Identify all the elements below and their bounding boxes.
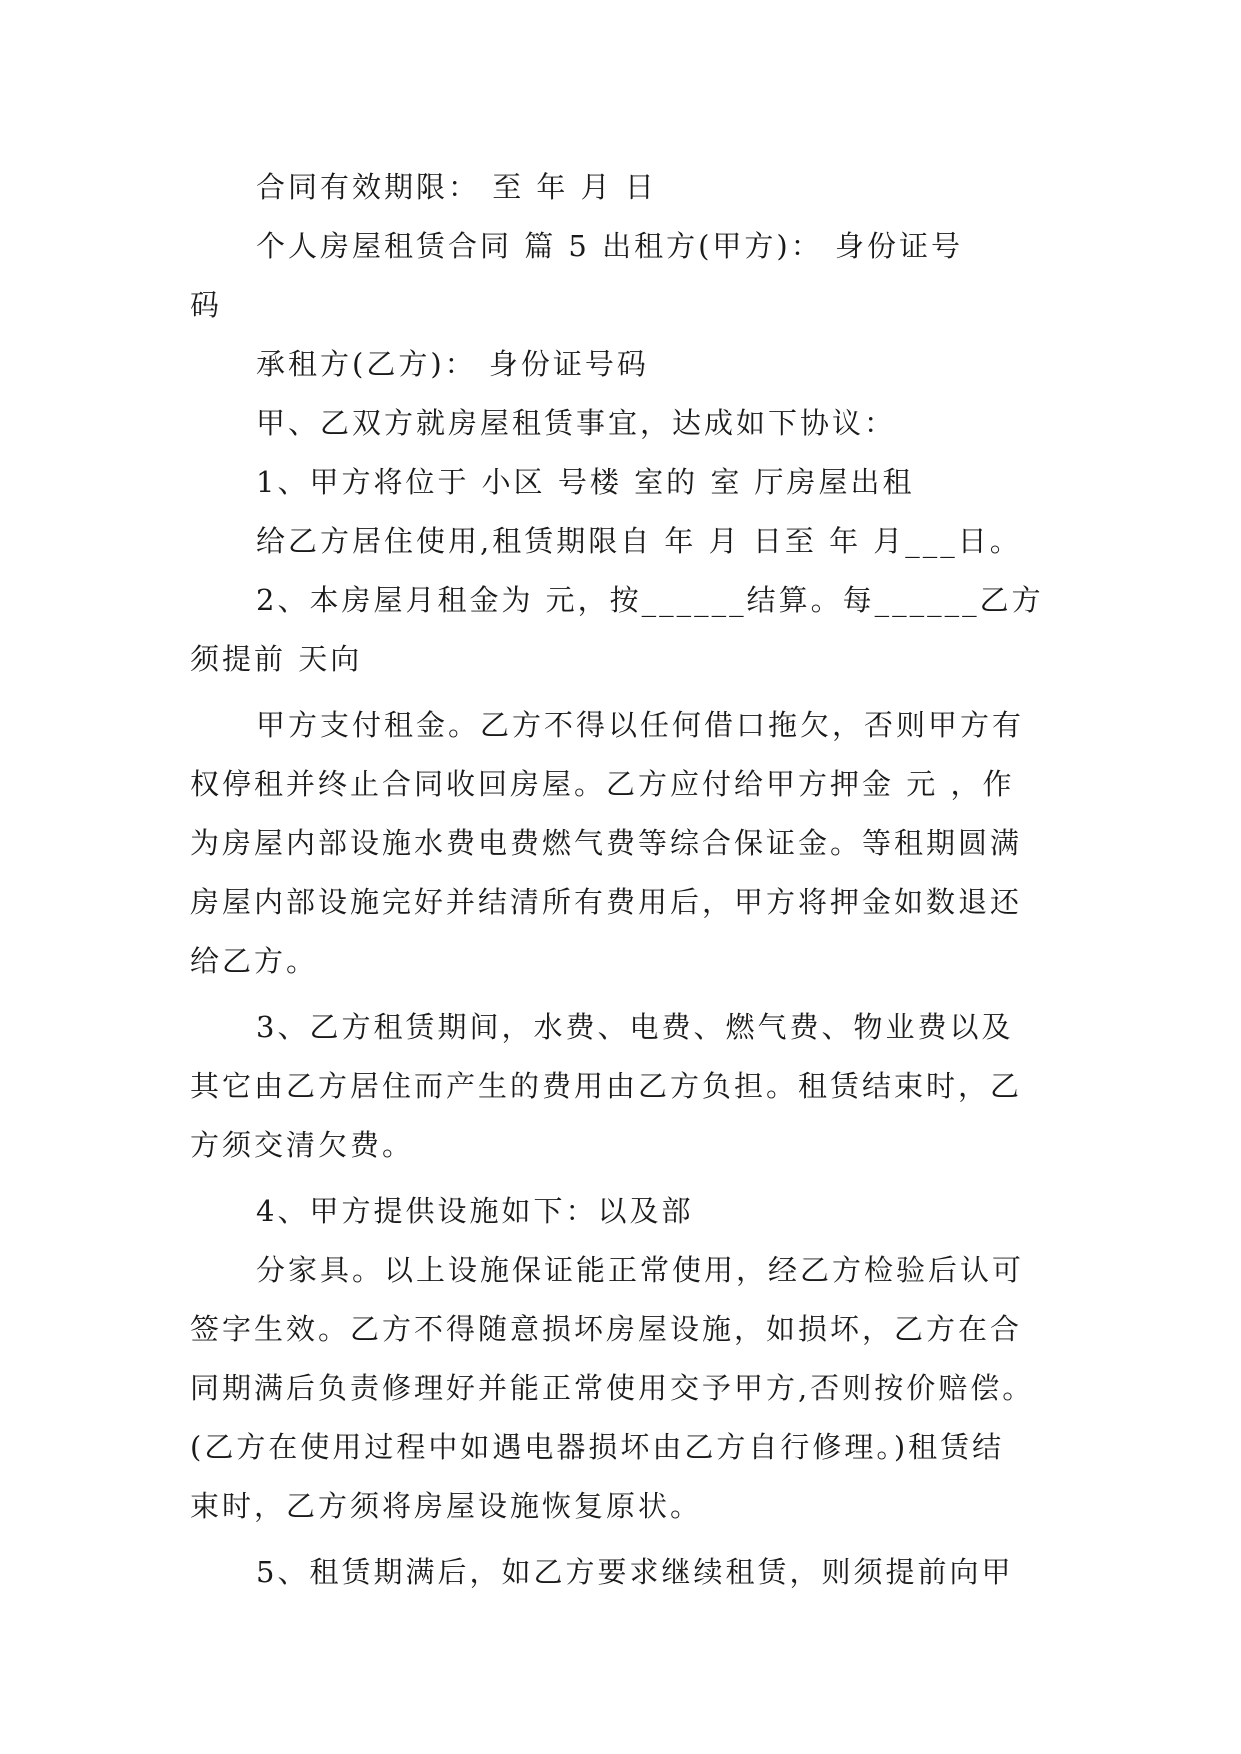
clause-4-line: 4、甲方提供设施如下：以及部 bbox=[256, 1194, 694, 1228]
text-line: 分家具。以上设施保证能正常使用，经乙方检验后认可 bbox=[256, 1253, 1025, 1287]
text-line: 给乙方居住使用,租赁期限自 年 月 日至 年 月___日。 bbox=[256, 524, 1022, 558]
clause-2-line: 2、本房屋月租金为 元，按______结算。每______乙方 bbox=[256, 583, 1044, 617]
contract-heading-line: 个人房屋租赁合同 篇 5 出租方(甲方)： 身份证号 bbox=[256, 229, 963, 263]
text-line: (乙方在使用过程中如遇电器损坏由乙方自行修理。)租赁结 bbox=[190, 1430, 1005, 1464]
lessee-line: 承租方(乙方)： 身份证号码 bbox=[256, 347, 649, 381]
text-line: 为房屋内部设施水费电费燃气费等综合保证金。等租期圆满 bbox=[190, 826, 1023, 860]
clause-3-line: 3、乙方租赁期间，水费、电费、燃气费、物业费以及 bbox=[256, 1010, 1014, 1044]
text-line: 方须交清欠费。 bbox=[190, 1128, 415, 1162]
text-line: 其它由乙方居住而产生的费用由乙方负担。租赁结束时，乙 bbox=[190, 1069, 1023, 1103]
text-line: 码 bbox=[190, 288, 223, 322]
text-line: 签字生效。乙方不得随意损坏房屋设施，如损坏，乙方在合 bbox=[190, 1312, 1023, 1346]
text-line: 甲方支付租金。乙方不得以任何借口拖欠，否则甲方有 bbox=[256, 708, 1025, 742]
text-line: 权停租并终止合同收回房屋。乙方应付给甲方押金 元 ，作 bbox=[190, 767, 1015, 801]
clause-1-line: 1、甲方将位于 小区 号楼 室的 室 厅房屋出租 bbox=[256, 465, 915, 499]
clause-5-line: 5、租赁期满后，如乙方要求继续租赁，则须提前向甲 bbox=[256, 1555, 1014, 1589]
contract-period-line: 合同有效期限： 至 年 月 日 bbox=[256, 170, 657, 204]
text-line: 同期满后负责修理好并能正常使用交予甲方,否则按价赔偿。 bbox=[190, 1371, 1035, 1405]
text-line: 须提前 天向 bbox=[190, 642, 363, 676]
contract-body bbox=[190, 158, 1050, 1602]
text-line: 房屋内部设施完好并结清所有费用后，甲方将押金如数退还 bbox=[190, 885, 1023, 919]
text-line: 给乙方。 bbox=[190, 944, 319, 978]
text-line: 束时，乙方须将房屋设施恢复原状。 bbox=[190, 1489, 703, 1523]
agreement-intro-line: 甲、乙双方就房屋租赁事宜，达成如下协议： bbox=[256, 406, 897, 440]
